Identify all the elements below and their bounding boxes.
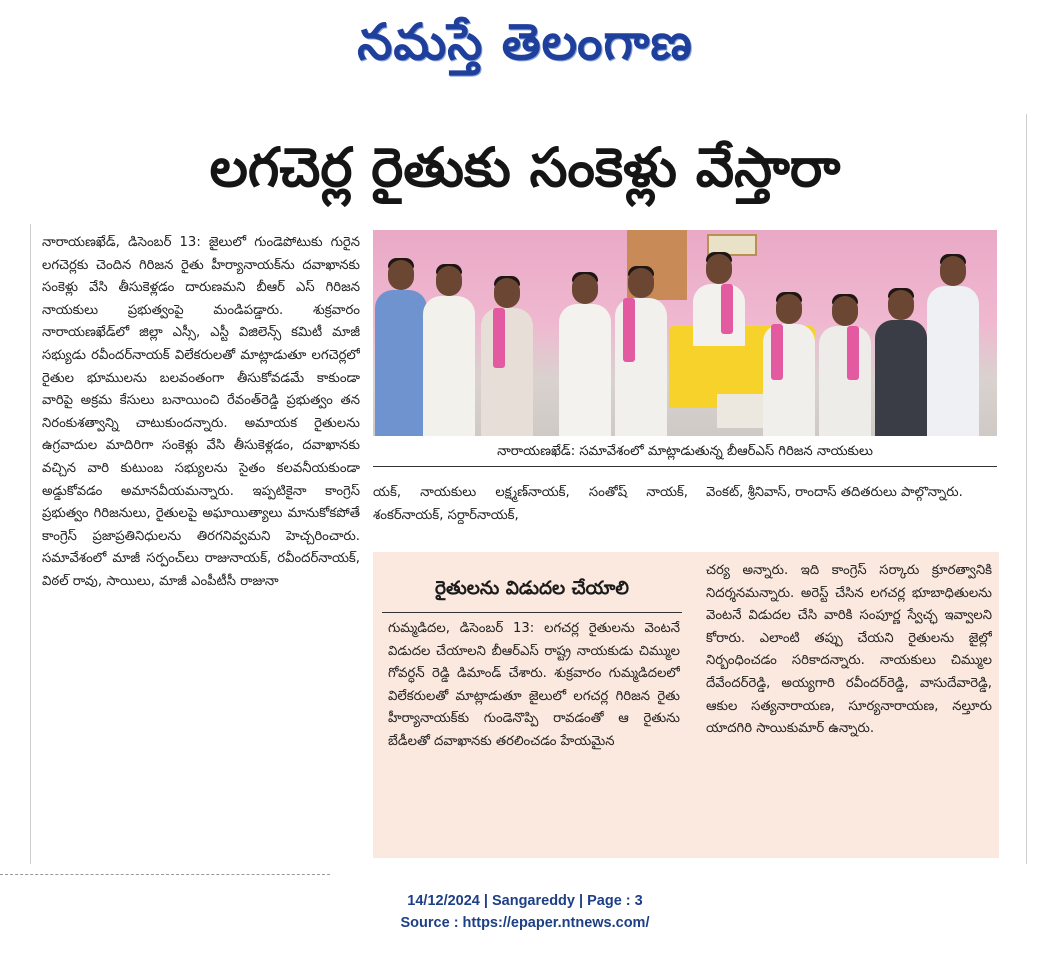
column-divider-right	[1026, 114, 1027, 864]
photo-caption: నారాయణఖేడ్: సమావేశంలో మాట్లాడుతున్న బీఆర్ఎస్ గిరిజన నాయకులు	[373, 437, 997, 467]
sidebar-subheading: రైతులను విడుదల చేయాలి	[435, 578, 629, 599]
article-column-2b: వెంకట్, శ్రీనివాస్, రాందాస్ తదితరులు పాల్గొన్నారు.	[706, 485, 963, 500]
sidebar-column-b: చర్య అన్నారు. ఇది కాంగ్రెస్ సర్కారు క్రూరత్వానికి నిదర్శనమన్నారు. అరెస్ట్ చేసిన లగచర్ల భూబాధితులను వెంటనే విడుదల చేసి వారికి సంపూర్ణ స్వేచ్ఛ ఇవ్వాలని కోరారు. ఎలాంటి తప్పు చేయని రైతులను జైల్లో నిర్బంధించడం సరికాదన్నారు. నాయకులు చిమ్ముల దేవేందర్‌రెడ్డి, అయ్యగారి రవీందర్‌రెడ్డి, వాసుదేవారెడ్డి, ఆకుల సత్యనారాయణ, సూర్యనారాయణ, నల్తూరు యాదగిరి సాయికుమార్ ఉన్నారు.	[706, 563, 992, 737]
subheading-underline	[382, 612, 682, 613]
photo-person	[761, 260, 817, 436]
column-divider-left	[30, 224, 31, 864]
footer-source-link[interactable]: Source : https://epaper.ntnews.com/	[400, 915, 650, 931]
photo-person	[613, 250, 669, 436]
article-column-2a: యక్, నాయకులు లక్ష్మణ్‌నాయక్, సంతోష్ నాయక్, శంకర్‌నాయక్, సర్దార్‌నాయక్,	[373, 485, 688, 523]
photo-person	[479, 256, 535, 436]
sidebar-column-a: గుమ్మడిదల, డిసెంబర్ 13: లగచర్ల రైతులను వెంటనే విడుదల చేయాలని బీఆర్ఎస్ రాష్ట్ర నాయకుడు చిమ్ముల గోవర్ధన్ రెడ్డి డిమాండ్ చేశారు. శుక్రవారం గుమ్మడిదలలో విలేకరులతో మాట్లాడుతూ జైలులో లగచర్ల గిరిజన రైతు హీర్యానాయక్‌కు గుండెనొప్పి రావడంతో ఆ రైతును బేడీలతో దవాఖానకు తరలించడం హేయమైన	[388, 621, 680, 749]
photo-person	[557, 254, 613, 436]
bottom-cut-line	[0, 874, 330, 875]
photo-person	[925, 240, 981, 436]
headline: లగచెర్ల రైతుకు సంకెళ్లు వేస్తారా	[209, 136, 841, 199]
news-photo	[373, 230, 997, 436]
photo-person	[691, 250, 747, 370]
photo-person	[873, 256, 929, 436]
footer-edition-info: 14/12/2024 | Sangareddy | Page : 3	[407, 893, 643, 909]
photo-person	[421, 250, 477, 436]
article-column-1: నారాయణఖేడ్, డిసెంబర్ 13: జైలులో గుండెపోటుకు గురైన లగచెర్లకు చెందిన గిరిజన రైతు హీర్యానాయక్‌ను దవాఖానకు సంకెళ్లు వేసి తీసుకెళ్లడం దారుణమని బీఆర్ ఎస్ గిరిజన నాయకులు ప్రభుత్వంపై మండిపడ్డారు. శుక్రవారం నారాయణఖేడ్‌లో జిల్లా ఎస్సీ, ఎస్టీ విజిలెన్స్ కమిటీ మాజీ సభ్యుడు రవీందర్‌నాయక్ విలేకరులతో మాట్లాడుతూ లగచెర్లలో రైతుల భూములను బలవంతంగా తీసుకోవడమే కాకుండా వారిపై అక్రమ కేసులు బనాయించి రేవంత్‌రెడ్డి ప్రభుత్వం తన నిరంకుశత్వాన్ని చాటుకుందన్నారు. అమాయక రైతులను ఉగ్రవాదుల మాదిరిగా సంకెళ్లు వేసి తీసుకెళ్లడం, దవాఖానకు వచ్చిన వారి కుటుంబ సభ్యులను సైతం కలవనీయకుండా అడ్డుకోవడం అమానవీయమన్నారు. ఇప్పటికైనా కాంగ్రెస్ ప్రభుత్వం గిరిజనులు, రైతులపై అఘాయిత్యాలు మానుకోకపోతే కాంగ్రెస్ ప్రజాప్రతినిధులను తిరగనివ్వమని హెచ్చరించారు. సమావేశంలో మాజీ సర్పంచ్‌లు రాజునాయక్, రవీందర్‌నాయక్, విఠల్ రావు, సాయిలు, మాజీ ఎంపీటీసీ రాజునా	[42, 235, 360, 589]
masthead-logo: నమస్తే తెలంగాణ	[357, 13, 693, 71]
photo-person	[817, 260, 873, 436]
